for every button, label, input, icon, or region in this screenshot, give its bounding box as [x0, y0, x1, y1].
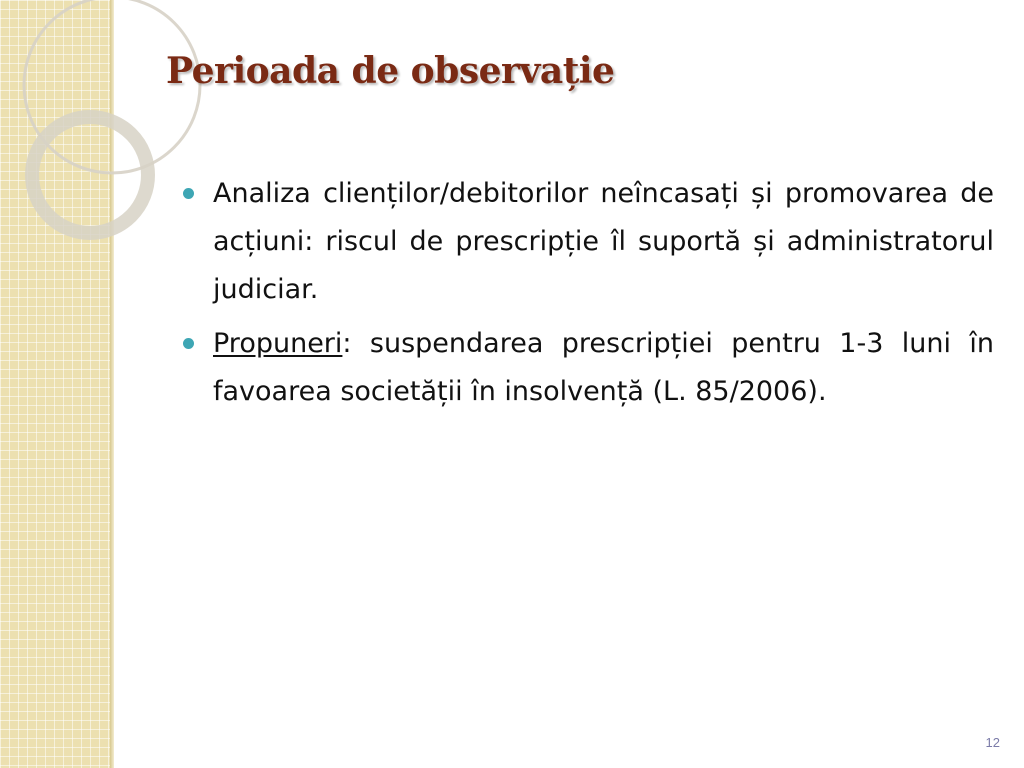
bullet-item — [180, 320, 994, 416]
decorative-rings — [0, 0, 140, 260]
small-ring — [32, 117, 148, 233]
page-number: 12 — [985, 735, 1000, 750]
bullet-dot-icon — [183, 188, 194, 199]
bullet-text: : suspendarea prescripției pentru 1-3 luni în favoarea societății în insolvență (L. 85/2006). — [213, 328, 994, 407]
bullet-label: Propuneri — [213, 328, 343, 359]
bullet-dot-icon — [183, 338, 194, 349]
bullet-item — [180, 170, 994, 314]
bullet-text: Analiza clienților/debitorilor neîncasați și promovarea de acțiuni: riscul de prescripție îl suportă și administratorul judiciar. — [213, 178, 994, 305]
slide-title: Perioada de observație — [166, 50, 615, 92]
bullet-list — [180, 170, 994, 422]
